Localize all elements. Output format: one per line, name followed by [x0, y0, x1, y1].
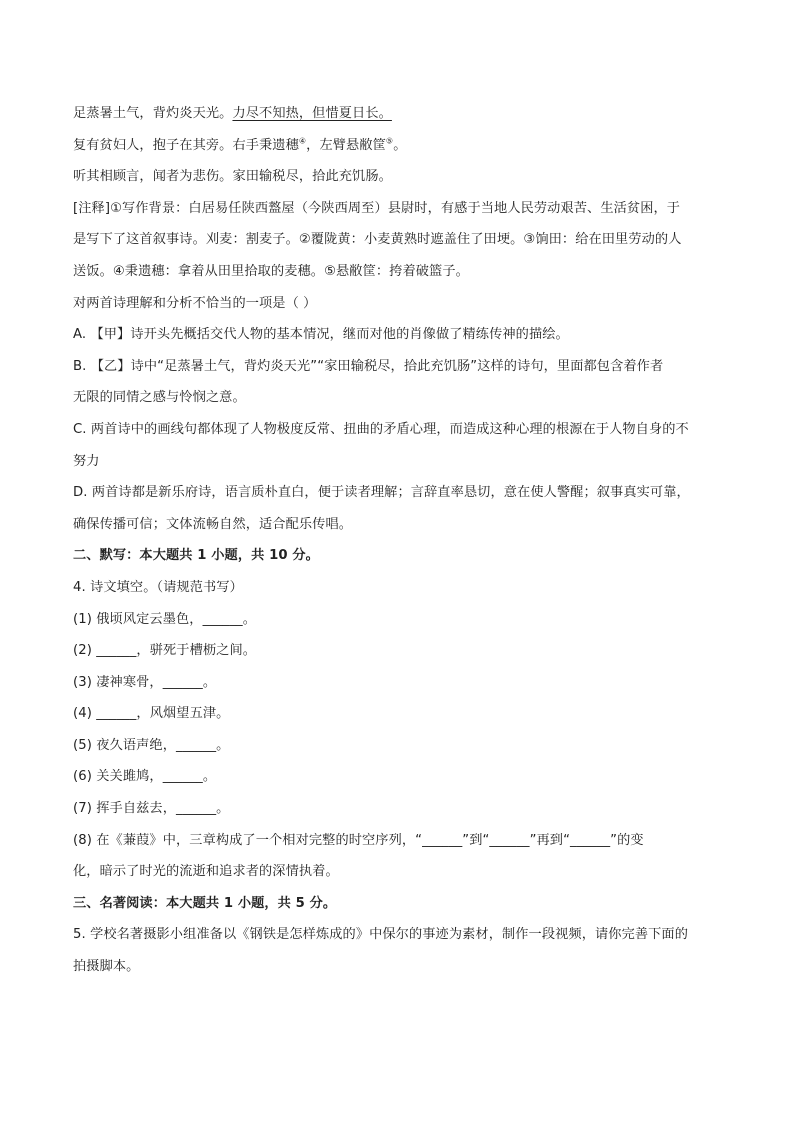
fill-blank-item-8-line-1: (8) 在《蒹葭》中，三章构成了一个相对完整的时空序列，“______”到“______”再到“______”的变	[73, 832, 644, 848]
fill-blank-item: (5) 夜久语声绝，______。	[73, 737, 230, 753]
question-5-line-2: 拍摄脚本。	[73, 959, 140, 975]
poem-line-1	[73, 98, 723, 130]
poem-line-2	[73, 130, 723, 162]
footnote-mark-4: ④	[298, 136, 307, 146]
section-3-heading: 三、名著阅读：本大题共 1 小题，共 5 分。	[73, 895, 337, 911]
underlined-line: 力尽不知热，但惜夏日长。	[232, 106, 392, 121]
poem-line-2-end: 。	[393, 137, 407, 153]
note-line-1: [注释]①写作背景：白居易任陕西盩屋（今陕西周至）县尉时，有感于当地人民劳动艰苦、生活贫困，于	[73, 200, 681, 216]
option-c-line-2: 努力	[73, 453, 100, 469]
question-3-stem: 对两首诗理解和分析不恰当的一项是（ ）	[73, 295, 317, 311]
option-d-line-1: D. 两首诗都是新乐府诗，语言质朴直白，便于读者理解；言辞直率恳切，意在使人警醒；叙事真实可靠，	[73, 485, 690, 501]
fill-blank-item: (4) ______，风烟望五津。	[73, 706, 230, 722]
poem-line-1-text: 足蒸暑土气，背灼炎天光。	[73, 106, 233, 121]
fill-blank-item: (1) 俄顷风定云墨色，______。	[73, 611, 257, 627]
option-b-line-1: B. 【乙】诗中“足蒸暑土气，背灼炎天光”“家田输税尽，拾此充饥肠”这样的诗句，里面都包含着作者	[73, 358, 664, 374]
fill-blank-item: (7) 挥手自兹去，______。	[73, 801, 230, 817]
section-2-heading: 二、默写：本大题共 1 小题，共 10 分。	[73, 548, 319, 564]
poem-line-3: 听其相顾言，闻者为悲伤。家田输税尽，拾此充饥肠。	[73, 169, 392, 185]
note-line-3: 送饭。④秉遗穗：拿着从田里拾取的麦穗。⑤悬敝筐：挎着破篮子。	[73, 263, 469, 279]
question-4-stem: 4. 诗文填空。（请规范书写）	[73, 579, 243, 595]
option-c-line-1: C. 两首诗中的画线句都体现了人物极度反常、扭曲的矛盾心理，而造成这种心理的根源在于人物自身的不	[73, 421, 689, 437]
fill-blank-item-8-line-2: 化，暗示了时光的流逝和追求者的深情执着。	[73, 864, 339, 880]
option-d-line-2: 确保传播可信；文体流畅自然，适合配乐传唱。	[73, 516, 353, 532]
note-line-2: 是写下了这首叙事诗。刈麦：割麦子。②覆陇黄：小麦黄熟时遮盖住了田埂。③饷田：给在田里劳动的人	[73, 232, 682, 248]
poem-line-2-text: 复有贫妇人，抱子在其旁。右手秉遗穗	[73, 137, 299, 153]
question-5-line-1: 5. 学校名著摄影小组准备以《钢铁是怎样炼成的》中保尔的事迹为素材，制作一段视频，请你完善下面的	[73, 927, 689, 943]
footnote-mark-5: ⑤	[385, 136, 394, 146]
option-b-line-2: 无限的同情之感与怜悯之意。	[73, 390, 246, 406]
exam-page	[73, 98, 723, 983]
fill-blank-item: (6) 关关雎鸠，______。	[73, 769, 217, 785]
poem-line-2-text-b: ，左臂悬敝筐	[306, 137, 386, 153]
fill-blank-item: (3) 凄神寒骨，______。	[73, 674, 217, 690]
option-a: A. 【甲】诗开头先概括交代人物的基本情况，继而对他的肖像做了精练传神的描绘。	[73, 327, 569, 343]
fill-blank-item: (2) ______，骈死于槽枥之间。	[73, 643, 257, 659]
